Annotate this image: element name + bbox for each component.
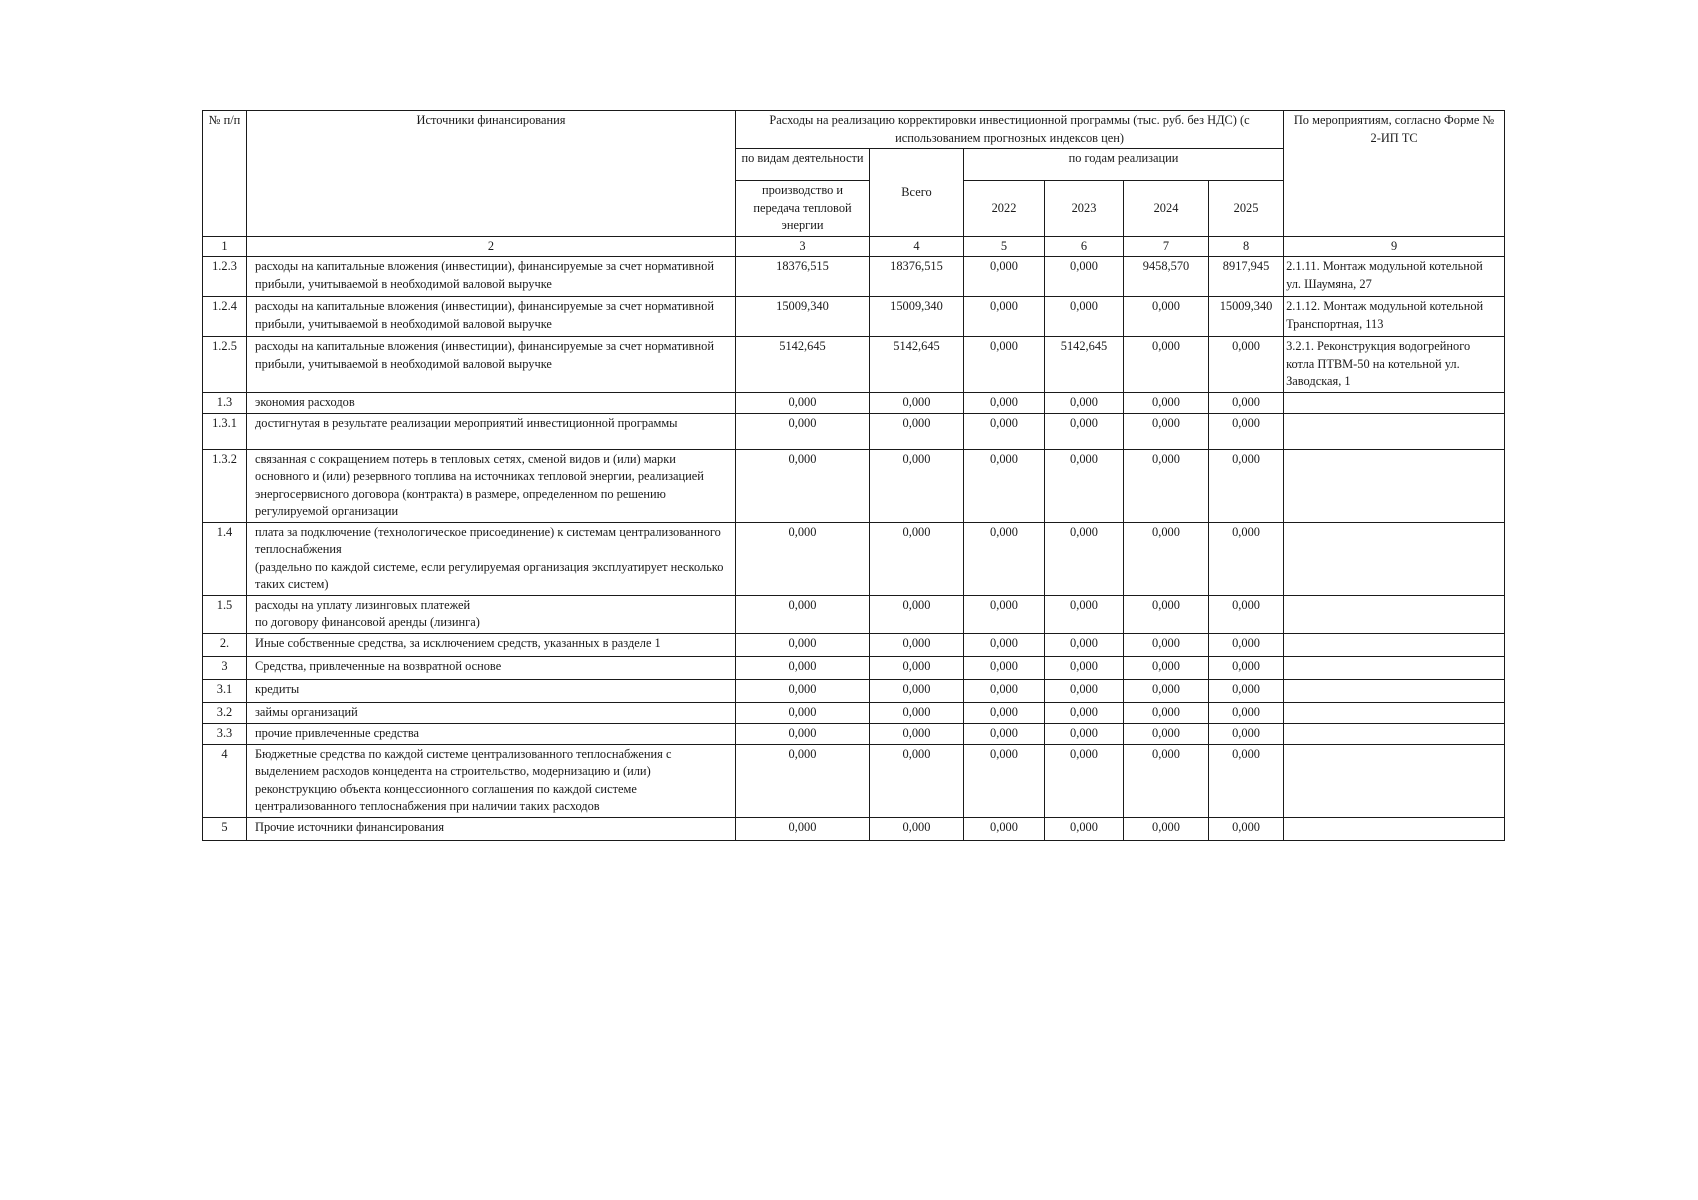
row-measure bbox=[1284, 679, 1505, 702]
header-expenses: Расходы на реализацию корректировки инвестиционной программы (тыс. руб. без НДС) (с использованием прогнозных индексов цен) bbox=[736, 111, 1284, 149]
table-row bbox=[203, 633, 1505, 656]
row-activity: 0,000 bbox=[736, 702, 870, 723]
table-row bbox=[203, 744, 1505, 817]
table-row bbox=[203, 817, 1505, 840]
row-num: 3.3 bbox=[203, 723, 247, 744]
row-num: 5 bbox=[203, 817, 247, 840]
table-row bbox=[203, 595, 1505, 633]
row-measure bbox=[1284, 633, 1505, 656]
row-2025: 0,000 bbox=[1209, 595, 1284, 633]
row-activity: 0,000 bbox=[736, 522, 870, 595]
row-2022: 0,000 bbox=[964, 817, 1045, 840]
colnum: 1 bbox=[203, 236, 247, 257]
row-total: 15009,340 bbox=[870, 297, 964, 337]
colnum: 6 bbox=[1045, 236, 1124, 257]
row-2022: 0,000 bbox=[964, 595, 1045, 633]
row-activity: 0,000 bbox=[736, 393, 870, 414]
row-2024: 0,000 bbox=[1124, 337, 1209, 393]
row-2022: 0,000 bbox=[964, 723, 1045, 744]
row-num: 1.5 bbox=[203, 595, 247, 633]
row-label: Бюджетные средства по каждой системе централизованного теплоснабжения с выделением расходов концедента на строительство, модернизацию и (или) реконструкцию объекта концессионного соглашения по каждой системе централизованного теплоснабжения при наличии таких расходов bbox=[247, 744, 736, 817]
row-total: 0,000 bbox=[870, 449, 964, 522]
colnum: 2 bbox=[247, 236, 736, 257]
row-2023: 0,000 bbox=[1045, 297, 1124, 337]
row-label: плата за подключение (технологическое присоединение) к системам централизованного теплоснабжения (раздельно по каждой системе, если регулируемая организация эксплуатирует несколько таких систем) bbox=[247, 522, 736, 595]
row-label: расходы на уплату лизинговых платежей по договору финансовой аренды (лизинга) bbox=[247, 595, 736, 633]
row-activity: 0,000 bbox=[736, 449, 870, 522]
row-measure bbox=[1284, 817, 1505, 840]
row-2023: 0,000 bbox=[1045, 413, 1124, 449]
row-num: 1.2.4 bbox=[203, 297, 247, 337]
row-2024: 0,000 bbox=[1124, 297, 1209, 337]
row-2023: 0,000 bbox=[1045, 817, 1124, 840]
row-num: 1.3.2 bbox=[203, 449, 247, 522]
row-2025: 0,000 bbox=[1209, 702, 1284, 723]
row-2025: 0,000 bbox=[1209, 744, 1284, 817]
row-2022: 0,000 bbox=[964, 744, 1045, 817]
row-2022: 0,000 bbox=[964, 656, 1045, 679]
row-2025: 0,000 bbox=[1209, 723, 1284, 744]
row-total: 0,000 bbox=[870, 723, 964, 744]
row-2025: 8917,945 bbox=[1209, 257, 1284, 297]
row-2024: 0,000 bbox=[1124, 413, 1209, 449]
row-activity: 0,000 bbox=[736, 744, 870, 817]
table-row bbox=[203, 679, 1505, 702]
row-activity: 18376,515 bbox=[736, 257, 870, 297]
row-num: 2. bbox=[203, 633, 247, 656]
row-total: 0,000 bbox=[870, 595, 964, 633]
row-activity: 0,000 bbox=[736, 679, 870, 702]
table-row bbox=[203, 297, 1505, 337]
row-2024: 0,000 bbox=[1124, 633, 1209, 656]
row-2023: 0,000 bbox=[1045, 679, 1124, 702]
row-num: 4 bbox=[203, 744, 247, 817]
row-label: экономия расходов bbox=[247, 393, 736, 414]
row-2024: 9458,570 bbox=[1124, 257, 1209, 297]
row-total: 0,000 bbox=[870, 656, 964, 679]
row-num: 1.3 bbox=[203, 393, 247, 414]
row-2025: 0,000 bbox=[1209, 817, 1284, 840]
row-2025: 0,000 bbox=[1209, 413, 1284, 449]
colnum: 5 bbox=[964, 236, 1045, 257]
table-row bbox=[203, 656, 1505, 679]
row-total: 0,000 bbox=[870, 817, 964, 840]
row-2025: 0,000 bbox=[1209, 679, 1284, 702]
table-row bbox=[203, 257, 1505, 297]
row-2022: 0,000 bbox=[964, 522, 1045, 595]
row-2025: 0,000 bbox=[1209, 656, 1284, 679]
row-measure: 2.1.12. Монтаж модульной котельной Транспортная, 113 bbox=[1284, 297, 1505, 337]
row-measure bbox=[1284, 702, 1505, 723]
row-total: 18376,515 bbox=[870, 257, 964, 297]
header-year-2023: 2023 bbox=[1045, 181, 1124, 237]
table-row bbox=[203, 337, 1505, 393]
header-year-2022: 2022 bbox=[964, 181, 1045, 237]
row-2024: 0,000 bbox=[1124, 449, 1209, 522]
row-2024: 0,000 bbox=[1124, 393, 1209, 414]
row-2022: 0,000 bbox=[964, 297, 1045, 337]
row-2024: 0,000 bbox=[1124, 817, 1209, 840]
row-2022: 0,000 bbox=[964, 337, 1045, 393]
row-label: связанная с сокращением потерь в тепловых сетях, сменой видов и (или) марки основного и (или) резервного топлива на источниках тепловой энергии, реализацией энергосервисного договора (контракта) в размере, определенном по решению регулируемой организации bbox=[247, 449, 736, 522]
row-2023: 0,000 bbox=[1045, 702, 1124, 723]
row-2023: 0,000 bbox=[1045, 744, 1124, 817]
row-measure bbox=[1284, 393, 1505, 414]
row-total: 0,000 bbox=[870, 744, 964, 817]
row-2024: 0,000 bbox=[1124, 679, 1209, 702]
row-num: 1.2.5 bbox=[203, 337, 247, 393]
table-row bbox=[203, 393, 1505, 414]
row-2024: 0,000 bbox=[1124, 744, 1209, 817]
row-2025: 0,000 bbox=[1209, 393, 1284, 414]
row-total: 0,000 bbox=[870, 633, 964, 656]
row-2022: 0,000 bbox=[964, 449, 1045, 522]
row-measure: 3.2.1. Реконструкция водогрейного котла ПТВМ-50 на котельной ул. Заводская, 1 bbox=[1284, 337, 1505, 393]
row-label: достигнутая в результате реализации мероприятий инвестиционной программы bbox=[247, 413, 736, 449]
row-2022: 0,000 bbox=[964, 257, 1045, 297]
row-activity: 0,000 bbox=[736, 723, 870, 744]
row-label: расходы на капитальные вложения (инвестиции), финансируемые за счет нормативной прибыли, учитываемой в необходимой валовой выручке bbox=[247, 257, 736, 297]
row-activity: 0,000 bbox=[736, 595, 870, 633]
row-activity: 0,000 bbox=[736, 413, 870, 449]
row-2022: 0,000 bbox=[964, 393, 1045, 414]
row-measure bbox=[1284, 723, 1505, 744]
header-year-2024: 2024 bbox=[1124, 181, 1209, 237]
row-measure bbox=[1284, 656, 1505, 679]
row-label: прочие привлеченные средства bbox=[247, 723, 736, 744]
row-total: 0,000 bbox=[870, 393, 964, 414]
table-row bbox=[203, 702, 1505, 723]
row-2023: 0,000 bbox=[1045, 449, 1124, 522]
row-activity: 0,000 bbox=[736, 633, 870, 656]
row-2025: 0,000 bbox=[1209, 633, 1284, 656]
row-total: 0,000 bbox=[870, 679, 964, 702]
row-activity: 0,000 bbox=[736, 656, 870, 679]
row-activity: 0,000 bbox=[736, 817, 870, 840]
row-activity: 15009,340 bbox=[736, 297, 870, 337]
row-label: займы организаций bbox=[247, 702, 736, 723]
row-label: кредиты bbox=[247, 679, 736, 702]
row-2022: 0,000 bbox=[964, 702, 1045, 723]
row-label: Средства, привлеченные на возвратной основе bbox=[247, 656, 736, 679]
row-num: 3 bbox=[203, 656, 247, 679]
row-total: 0,000 bbox=[870, 522, 964, 595]
header-by-activity: по видам деятельности bbox=[736, 149, 870, 181]
row-label: расходы на капитальные вложения (инвестиции), финансируемые за счет нормативной прибыли, учитываемой в необходимой валовой выручке bbox=[247, 297, 736, 337]
row-total: 5142,645 bbox=[870, 337, 964, 393]
row-2024: 0,000 bbox=[1124, 723, 1209, 744]
header-by-years: по годам реализации bbox=[964, 149, 1284, 181]
row-2023: 0,000 bbox=[1045, 723, 1124, 744]
row-num: 3.2 bbox=[203, 702, 247, 723]
header-year-2025: 2025 bbox=[1209, 181, 1284, 237]
row-measure bbox=[1284, 744, 1505, 817]
header-production: производство и передача тепловой энергии bbox=[736, 181, 870, 237]
row-measure bbox=[1284, 413, 1505, 449]
colnum: 3 bbox=[736, 236, 870, 257]
row-2025: 0,000 bbox=[1209, 337, 1284, 393]
row-num: 1.2.3 bbox=[203, 257, 247, 297]
row-num: 1.3.1 bbox=[203, 413, 247, 449]
row-total: 0,000 bbox=[870, 702, 964, 723]
row-2023: 5142,645 bbox=[1045, 337, 1124, 393]
table-row bbox=[203, 723, 1505, 744]
row-label: Иные собственные средства, за исключением средств, указанных в разделе 1 bbox=[247, 633, 736, 656]
row-2022: 0,000 bbox=[964, 413, 1045, 449]
row-activity: 5142,645 bbox=[736, 337, 870, 393]
colnum: 8 bbox=[1209, 236, 1284, 257]
row-measure: 2.1.11. Монтаж модульной котельной ул. Шаумяна, 27 bbox=[1284, 257, 1505, 297]
financing-table bbox=[202, 110, 1505, 841]
row-measure bbox=[1284, 449, 1505, 522]
row-2024: 0,000 bbox=[1124, 522, 1209, 595]
row-2025: 0,000 bbox=[1209, 522, 1284, 595]
row-num: 1.4 bbox=[203, 522, 247, 595]
table-row bbox=[203, 413, 1505, 449]
row-2025: 15009,340 bbox=[1209, 297, 1284, 337]
row-2024: 0,000 bbox=[1124, 595, 1209, 633]
row-2024: 0,000 bbox=[1124, 702, 1209, 723]
row-2023: 0,000 bbox=[1045, 656, 1124, 679]
column-number-row bbox=[203, 236, 1505, 257]
colnum: 9 bbox=[1284, 236, 1505, 257]
row-2023: 0,000 bbox=[1045, 522, 1124, 595]
row-num: 3.1 bbox=[203, 679, 247, 702]
row-total: 0,000 bbox=[870, 413, 964, 449]
table-row bbox=[203, 522, 1505, 595]
header-num: № п/п bbox=[203, 111, 247, 237]
row-2022: 0,000 bbox=[964, 633, 1045, 656]
header-sources: Источники финансирования bbox=[247, 111, 736, 237]
row-2023: 0,000 bbox=[1045, 633, 1124, 656]
row-2023: 0,000 bbox=[1045, 257, 1124, 297]
row-2024: 0,000 bbox=[1124, 656, 1209, 679]
table-row bbox=[203, 449, 1505, 522]
row-2022: 0,000 bbox=[964, 679, 1045, 702]
row-measure bbox=[1284, 595, 1505, 633]
colnum: 7 bbox=[1124, 236, 1209, 257]
row-2023: 0,000 bbox=[1045, 595, 1124, 633]
colnum: 4 bbox=[870, 236, 964, 257]
row-2025: 0,000 bbox=[1209, 449, 1284, 522]
row-label: Прочие источники финансирования bbox=[247, 817, 736, 840]
header-measures: По мероприятиям, согласно Форме № 2-ИП ТС bbox=[1284, 111, 1505, 237]
row-measure bbox=[1284, 522, 1505, 595]
row-2023: 0,000 bbox=[1045, 393, 1124, 414]
header-total: Всего bbox=[870, 149, 964, 237]
row-label: расходы на капитальные вложения (инвестиции), финансируемые за счет нормативной прибыли, учитываемой в необходимой валовой выручке bbox=[247, 337, 736, 393]
